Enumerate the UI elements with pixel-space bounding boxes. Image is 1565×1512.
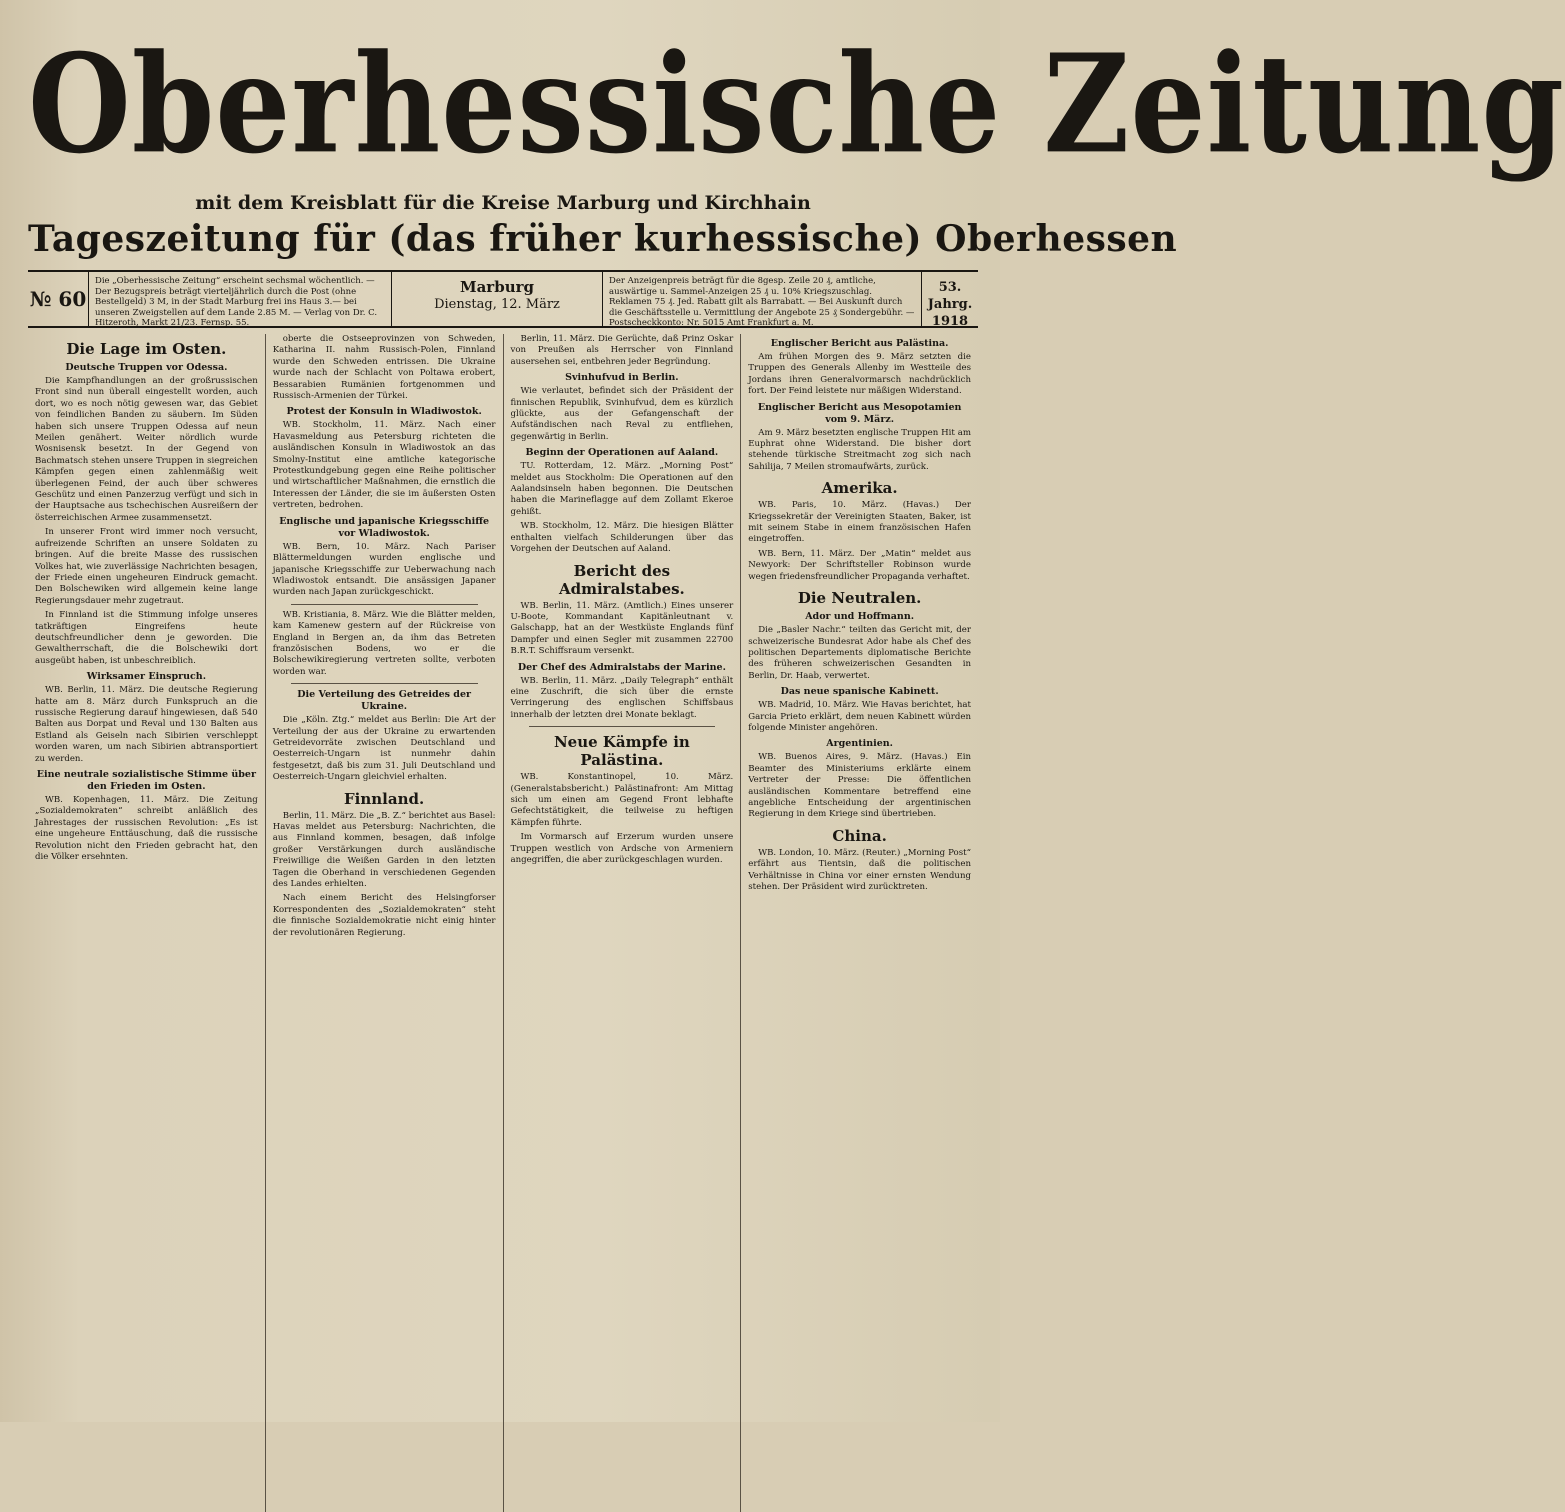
divider [291,683,478,684]
article-paragraph: WB. Stockholm, 11. März. Nach einer Havasmeldung aus Petersburg richteten die ausländischen Konsuln in Wladiwostok an das Smolny-Institut eine amtliche kategorische Protestkundgebung gegen eine Reihe politischer und wirtschaftlicher Maßnahmen, die ernstlich die Interessen der Länder, die sie im äußersten Osten vertreten, bedrohen. [272,420,496,511]
article-paragraph: WB. Kopenhagen, 11. März. Die Zeitung „Sozialdemokraten“ schreibt anläßlich des Jahrestages der russischen Revolution: „Es ist eine ungeheure Enttäuschung, daß die russische Revolution nicht den Frieden gebracht hat, den die Völker ersehnten. [35,795,258,863]
divider [529,726,716,727]
article-paragraph: Die „Basler Nachr.“ teilten das Gericht mit, der schweizerische Bundesrat Ador habe als Chef des politischen Departements diplomatische Berichte des früheren schweizerischen Gesandten in Berlin, Dr. Haab, verwertet. [748,625,971,681]
issue-info-bar [28,270,978,328]
volume-number: 53. Jahrg. [927,280,973,312]
article-paragraph: WB. Kristiania, 8. März. Wie die Blätter melden, kam Kamenew gestern auf der Rückreise von England in Bergen an, da ihm das Betreten französischen Bodens, wo er die Bolschewikiregierung vertreten sollte, verboten worden war. [272,609,496,677]
article-paragraph: Die Kampfhandlungen an der großrussischen Front sind nun überall eingestellt worden, auch dort, wo es noch nötig gewesen war, das Gebiet von feindlichen Banden zu säubern. Im Süden haben sich unsere Truppen Odessa auf neun Meilen genähert. Weiter nördlich wurde Wosnisensk besetzt. In der Gegend von Bachmatsch stehen unsere Truppen in siegreichen Kämpfen gegen einen zahlenmäßig weit überlegenen Feind, der auch über schweres Geschütz und einen Panzerzug verfügt und sich in der Hauptsache aus tschechischen Ausreißern der österreichischen Armee zusammensetzt. [35,376,258,523]
article-paragraph: WB. Berlin, 11. März. (Amtlich.) Eines unserer U-Boote, Kommandant Kapitänleutnant v. Galschapp, hat an der Westküste Englands fünf Dampfer und einen Segler mit zusammen 22700 B.R.T. Schiffsraum versenkt. [510,600,734,657]
column-2 [266,334,504,1512]
article-heading: Bericht des Admiralstabes. [558,561,685,598]
article-paragraph: WB. Stockholm, 12. März. Die hiesigen Blätter enthalten vielfach Schilderungen über das Vorgehen der Deutschen auf Aaland. [510,521,734,555]
volume-year [922,272,978,329]
article-paragraph: WB. Konstantinopel, 10. März. (Generalstabsbericht.) Palästinafront: Am Mittag sich um einen am Gegend Front lebhafte Gefechtstätigkeit, die teilweise zu heftigen Kämpfen führte. [510,772,734,828]
article-subheading: Das neue spanische Kabinett. [780,686,939,698]
article-subheading: Argentinien. [826,738,893,750]
divider [291,604,478,605]
publisher-info: Die „Oberhessische Zeitung“ erscheint sechsmal wöchentlich. — Der Bezugspreis beträgt vierteljährlich durch die Post (ohne Bestellgeld) 3 M, in der Stadt Marburg frei ins Haus 3.— bei unseren Zweigstellen auf dem Lande 2.85 M. — Verlag von Dr. C. Hitzeroth, Markt 21/23. Fernsp. 55. [89,272,392,326]
masthead [28,18,1565,262]
article-paragraph: WB. Berlin, 11. März. Die deutsche Regierung hatte am 8. März durch Funkspruch an die russische Regierung darauf hingewiesen, daß 540 Balten aus Dorpat und Reval und 130 Balten aus Estland als Geiseln nach Sibirien verschleppt worden waren, um nach Sibirien abtransportiert zu werden. [35,685,258,764]
issue-city: Marburg [459,278,534,296]
article-heading: Finnland. [344,789,425,808]
article-subheading: Beginn der Operationen auf Aaland. [525,447,719,459]
article-subheading: Englischer Bericht aus Mesopotamien vom 9. März. [757,401,962,425]
column-4 [741,334,978,1512]
ad-rates-info: Der Anzeigenpreis beträgt für die 8gesp. Zeile 20 ₰, amtliche, auswärtige u. Sammel-Anzeigen 25 ₰ u. 10% Kriegszuschlag. Reklamen 75 ₰. Jed. Rabatt gilt als Barrabatt. — Bei Auskunft durch die Geschäftsstelle u. Vermittlung der Angebote 25 ₰ Sondergebühr. — Postscheckkonto: Nr. 5015 Amt Frankfurt a. M. [603,272,922,326]
article-subheading: Englische und japanische Kriegsschiffe vor Wladiwostok. [279,515,490,539]
article-subheading: Svinhufvud in Berlin. [565,372,679,384]
article-paragraph: WB. Bern, 10. März. Nach Pariser Blättermeldungen wurden englische und japanische Kriegsschiffe zur Ueberwachung nach Wladiwostok entsandt. Die ansässigen Japaner wurden nach Japan zurückgeschickt. [272,541,496,598]
article-paragraph: WB. Buenos Aires, 9. März. (Havas.) Ein Beamter des Ministeriums erklärte einem Vertreter der Presse: Die öffentlichen ausländischen Kommentare betreffend eine angebliche Entscheidung der argentinischen Regierung in dem Kriege sind übertrieben. [748,752,971,820]
newspaper-tagline: Tageszeitung für (das früher kurhessische) Oberhessen [28,218,1178,260]
article-paragraph: Im Vormarsch auf Erzerum wurden unsere Truppen westlich von Ardsche von Armeniern angegriffen, die aber zurückgeschlagen wurden. [510,832,734,865]
article-columns [28,334,978,1512]
article-paragraph: TU. Rotterdam, 12. März. „Morning Post“ meldet aus Stockholm: Die Operationen auf den Aalandsinseln haben begonnen. Die Deutschen haben die Marineflagge auf dem Zollamt Ekeroe gehißt. [510,461,734,517]
article-paragraph: WB. Berlin, 11. März. „Daily Telegraph“ enthält eine Zuschrift, die sich über die ernste Verringerung des englischen Schiffsbaus innerhalb der letzten drei Monate beklagt. [510,675,734,720]
article-paragraph: oberte die Ostseeprovinzen von Schweden, Katharina II. nahm Russisch-Polen, Finnland wurde den Schweden entrissen. Die Ukraine wurde nach der Schlacht von Poltawa erobert, Bessarabien Rumänien fortgenommen und Russisch-Armenien der Türkei. [272,334,496,402]
article-subheading: Der Chef des Admiralstabs der Marine. [517,661,726,673]
article-paragraph: In Finnland ist die Stimmung infolge unseres tatkräftigen Eingreifens heute deutschfreundlicher denn je geworden. Die Gewaltherrschaft, die die Bolschewiki dort ausgeübt haben, ist unbeschreiblich. [35,610,258,666]
article-subheading: Englischer Bericht aus Palästina. [770,338,949,349]
article-heading: Die Lage im Osten. [66,340,227,358]
article-heading: Die Neutralen. [797,589,922,608]
issue-number: № 60 [28,272,89,326]
issue-date: Dienstag, 12. März [434,297,560,312]
newspaper-subtitle: mit dem Kreisblatt für die Kreise Marburg und Kirchhain [195,192,811,214]
article-paragraph: Die „Köln. Ztg.“ meldet aus Berlin: Die Art der Verteilung der aus der Ukraine zu erwartenden Getreidevorräte zwischen Deutschland und Oesterreich-Ungarn ist nunmehr dahin festgesetzt, daß bis zum 31. Juli Deutschland und Oesterreich-Ungarn gleichviel erhalten. [272,715,496,783]
article-subheading: Die Verteilung des Getreides der Ukraine. [297,689,471,713]
article-paragraph: Am 9. März besetzten englische Truppen Hit am Euphrat ohne Widerstand. Die bisher dort stehende türkische Streitmacht zog sich nach Sahilija, 7 Meilen stromaufwärts, zurück. [748,427,971,472]
article-paragraph: Berlin, 11. März. Die Gerüchte, daß Prinz Oskar von Preußen als Herrscher von Finnland ausersehen sei, entbehren jeder Begründung. [510,334,734,367]
column-1 [28,334,266,1512]
article-heading: China. [832,826,887,845]
newspaper-title: Oberhessische Zeitung [28,23,1565,184]
article-paragraph: In unserer Front wird immer noch versucht, aufreizende Schriften an unsere Soldaten zu bringen. Auf die breite Masse des russischen Volkes hat, wie zuverlässige Nachrichten besagen, der Friede einen ungeheuren Eindruck gemacht. Den Bolschewiken wird allgemein keine lange Regierungsdauer mehr zugetraut. [35,527,258,606]
article-paragraph: Nach einem Bericht des Helsingforser Korrespondenten des „Sozialdemokraten“ steht die finnische Sozialdemokratie nicht einig hinter der revolutionären Regierung. [272,893,496,938]
article-subheading: Protest der Konsuln in Wladiwostok. [286,406,482,418]
article-subheading: Wirksamer Einspruch. [86,671,207,683]
year-number: 1918 [931,314,969,329]
article-heading: Amerika. [821,479,898,498]
article-paragraph: Berlin, 11. März. Die „B. Z.“ berichtet aus Basel: Havas meldet aus Petersburg: Nachrichten, die aus Finnland kommen, besagen, daß infolge großer Verstärkungen durch ausländische Freiwillige die Weißen Garden in den letzten Tagen die Oberhand in verschiedenen Gegenden des Landes erhielten. [272,810,496,890]
column-3 [504,334,742,1512]
article-paragraph: WB. Paris, 10. März. (Havas.) Der Kriegssekretär der Vereinigten Staaten, Baker, ist mit seinem Stabe in einem französischen Hafen eingetroffen. [748,500,971,545]
article-paragraph: Wie verlautet, befindet sich der Präsident der finnischen Republik, Svinhufvud, dem es kürzlich glückte, aus der Gefangenschaft der Aufständischen nach Reval zu entfliehen, gegenwärtig in Berlin. [510,386,734,442]
article-heading: Neue Kämpfe in Palästina. [553,733,690,770]
article-paragraph: Am frühen Morgen des 9. März setzten die Truppen des Generals Allenby im Westteile des Jordans ihren Generalvormarsch nachdrücklich fort. Der Feind leistete nur mäßigen Widerstand. [748,352,971,397]
article-paragraph: WB. Madrid, 10. März. Wie Havas berichtet, hat Garcia Prieto erklärt, dem neuen Kabinett würden folgende Minister angehören. [748,700,971,733]
article-paragraph: WB. Bern, 11. März. Der „Matin“ meldet aus Newyork: Der Schriftsteller Robinson wurde wegen friedensfreundlicher Propaganda verhaftet. [748,548,971,582]
article-subheading: Ador und Hoffmann. [805,611,915,623]
article-subheading: Eine neutrale sozialistische Stimme über den Frieden im Osten. [36,769,256,792]
article-subheading: Deutsche Truppen vor Odessa. [65,362,228,373]
article-paragraph: WB. London, 10. März. (Reuter.) „Morning Post“ erfährt aus Tientsin, daß die politischen Verhältnisse in China vor einer ernsten Wendung stehen. Der Präsident wird zurücktreten. [748,847,971,892]
dateline [392,272,603,326]
